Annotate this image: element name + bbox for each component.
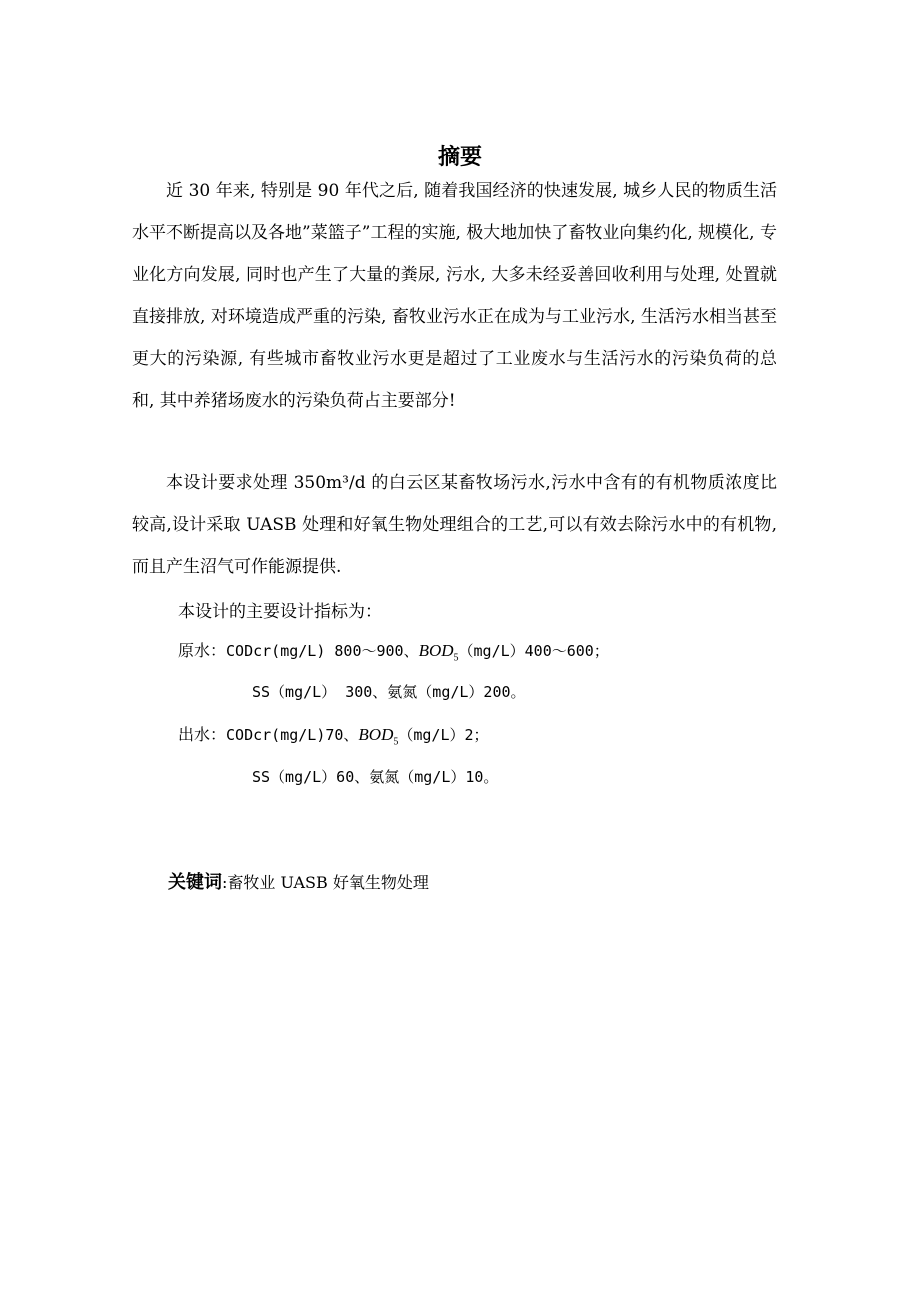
keywords-label: 关键词 (168, 872, 222, 893)
effluent-spec-line2: SS（mg/L）60、氨氮（mg/L）10。 (252, 768, 499, 786)
keywords-value: :畜牧业 UASB 好氧生物处理 (222, 873, 429, 892)
raw-water-bod-value: （mg/L）400～600； (458, 642, 609, 660)
raw-water-bod-label: $BOD_5$ (418, 641, 459, 664)
raw-water-spec-line2: SS（mg/L） 300、氨氮（mg/L）200。 (252, 683, 526, 701)
effluent-cod: CODcr(mg/L)70、 (226, 726, 359, 744)
abstract-paragraph-2: 本设计要求处理 350m³/d 的白云区某畜牧场污水,污水中含有的有机物质浓度比较高,设计采取 UASB 处理和好氧生物处理组合的工艺,可以有效去除污水中的有机物,而且产生沼气可作能源提供. (132, 473, 777, 577)
design-indices-intro: 本设计的主要设计指标为： (178, 602, 382, 622)
keywords (168, 868, 429, 894)
effluent-label: 出水： (178, 725, 227, 744)
raw-water-label: 原水： (178, 641, 227, 660)
effluent-spec (178, 722, 489, 747)
abstract-paragraph-1: 近 30 年来, 特别是 90 年代之后, 随着我国经济的快速发展, 城乡人民的物质生活水平不断提高以及各地”菜篮子”工程的实施, 极大地加快了畜牧业向集约化, 规模化, 专业化方向发展, 同时也产生了大量的粪尿, 污水, 大多未经妥善回收利用与处理, 处置就直接排放, 对环境造成严重的污染, 畜牧业污水正在成为与工业污水, 生活污水相当甚至更大的污染源, 有些城市畜牧业污水更是超过了工业废水与生活污水的污染负荷的总和, 其中养猪场废水的污染负荷占主要部分! (132, 181, 777, 411)
raw-water-spec (178, 638, 609, 663)
effluent-bod-value: （mg/L）2； (398, 726, 489, 744)
effluent-bod-label: $BOD_5$ (358, 725, 399, 748)
page-title: 摘要 (437, 145, 482, 170)
raw-water-cod: CODcr(mg/L) 800～900、 (226, 642, 419, 660)
